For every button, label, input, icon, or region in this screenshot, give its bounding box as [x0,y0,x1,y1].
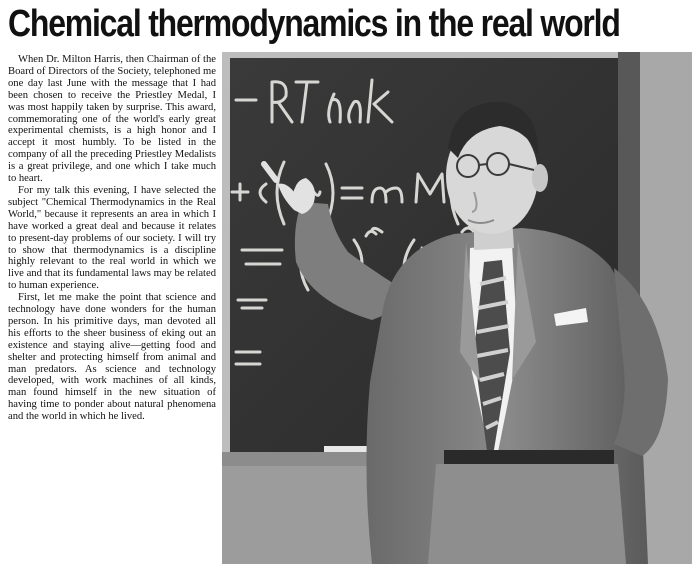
paragraph-1: When Dr. Milton Harris, then Chairman of the Board of Directors of the Society, telephoned me one day last June with the message that I had been chosen to receive the Priestley Medal, I was most happily taken by surprise. This award, commemorating one of the world's early great experimental chemists, is a high honor and I accept it most humbly. To be listed in the company of all the preceding Priestley Medalists is a great privilege, and one which I take much to heart. [8,54,216,185]
lecture-photo [222,52,692,564]
photo-illustration [222,52,692,564]
right-wall [640,52,692,564]
ear [532,164,548,192]
article-headline: Chemical thermodynamics in the real world [8,3,620,45]
belt [444,450,614,464]
chalk-stick [324,446,372,452]
article-body [8,54,216,564]
paragraph-2: For my talk this evening, I have selected the subject "Chemical Thermodynamics in the Real World," because it represents an area in which I have worked a great deal and because it relates to present-day problems of our society. I will try to show that thermodynamics is a discipline highly relevant to the real world in which we live and that its fundamental laws may be related to human experience. [8,184,216,292]
trousers [428,464,626,564]
paragraph-3: First, let me make the point that science and technology have done wonders for the human person. In his primitive days, man devoted all his efforts to the sheer business of eking out an existence and staying alive—getting food and shelter and protecting himself from animal and man predators. As science and technology developed, with work machines of all kinds, man found himself in the new situation of having time to ponder about natural phenomena and the world in which he lived. [8,292,216,423]
